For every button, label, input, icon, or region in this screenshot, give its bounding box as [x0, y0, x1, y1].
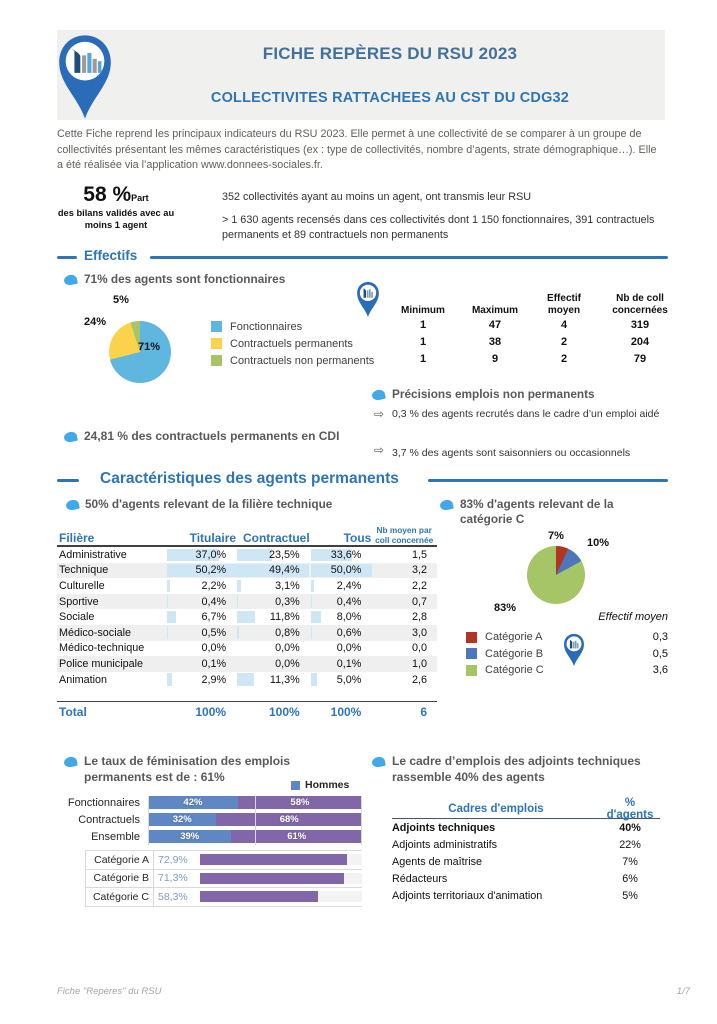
databar — [237, 673, 254, 686]
filiere-label: Technique — [59, 564, 109, 577]
filiere-label: Sportive — [59, 595, 99, 608]
bullet-icon — [63, 274, 78, 286]
legend-square-categorie-c-icon — [466, 665, 477, 676]
legend-square-hommes-icon — [291, 781, 300, 790]
total-value: 100% — [330, 704, 362, 719]
stats-table — [388, 284, 684, 368]
filiere-label: Administrative — [59, 548, 127, 561]
pin-logo-icon — [355, 281, 381, 318]
legend-square-categorie-a-icon — [466, 632, 477, 643]
feminisation-stacked-bars — [148, 796, 362, 845]
table-row — [392, 870, 660, 887]
gridline — [148, 796, 149, 845]
section-line-right — [150, 256, 668, 259]
category-label: Catégorie C — [85, 888, 154, 906]
category-row — [85, 888, 362, 907]
cadre-value: 6% — [622, 872, 638, 885]
bar-value: 32% — [172, 814, 192, 825]
effectif-moyen-label: Effectif moyen — [598, 611, 668, 623]
effectif-moyen-value: 3,6 — [652, 664, 668, 676]
section-line-left — [57, 256, 77, 259]
cell-value: 0,0 — [411, 642, 427, 655]
categorie-chart-title: 83% d'agents relevant de la catégorie C — [460, 497, 614, 526]
precision-item: 0,3 % des agents recrutés dans le cadre d’un emploi aidé — [392, 408, 660, 420]
cell-value: 8,0% — [336, 611, 362, 624]
stats-cell: 47 — [488, 319, 502, 331]
section-title-effectifs: Effectifs — [84, 248, 138, 263]
stats-header: Effectif moyen — [547, 293, 581, 316]
precisions-title: Précisions emplois non permanents — [392, 387, 595, 401]
feminisation-category-labels — [40, 797, 140, 848]
table-row — [57, 578, 437, 594]
total-label: Total — [59, 704, 87, 719]
pie-categorie-label-a: 7% — [548, 530, 564, 542]
table-row — [57, 656, 437, 672]
legend-item — [211, 352, 374, 369]
bullet-icon — [371, 756, 386, 768]
kpi-caption: des bilans validés avec au moins 1 agent — [57, 208, 175, 230]
stats-cell: 79 — [633, 353, 647, 365]
legend-label: Fonctionnaires — [230, 320, 303, 333]
stats-cell: 2 — [560, 353, 568, 365]
cell-value: 0,4% — [201, 595, 227, 608]
cell-value: 0,1% — [336, 657, 362, 670]
bullet-icon — [371, 389, 386, 401]
legend-label: Catégorie B — [485, 647, 544, 660]
pie-statut-label-noncontractuels: 5% — [113, 294, 129, 306]
cadre-label: Adjoints territoriaux d'animation — [392, 889, 543, 902]
bullet-icon — [65, 499, 80, 511]
effectif-moyen-value: 0,5 — [652, 647, 668, 660]
stats-cell: 9 — [491, 353, 499, 365]
pie-statut-label-contractuels: 24% — [83, 316, 106, 328]
filiere-header-row — [57, 515, 437, 547]
filiere-header-nb-moyen: Nb moyen par coll concernée — [375, 525, 434, 545]
category-bar — [200, 873, 344, 884]
cell-value: 0,7 — [411, 595, 427, 608]
databar — [311, 626, 312, 639]
legend-item — [211, 335, 374, 352]
databar — [311, 580, 314, 593]
effectif-moyen-values — [600, 629, 668, 679]
cell-value: 2,2% — [201, 579, 227, 592]
stats-cell: 204 — [630, 336, 650, 348]
bar-segment-femmes — [238, 796, 362, 809]
page-title: FICHE REPÈRES DU RSU 2023 — [262, 44, 518, 63]
cell-value: 1,0 — [411, 657, 427, 670]
cell-value: 0,3% — [275, 595, 300, 608]
cell-value: 2,8 — [411, 611, 427, 624]
table-row — [392, 853, 660, 870]
category-value: 72,9% — [158, 853, 188, 866]
databar — [311, 673, 317, 686]
category-bar — [200, 891, 318, 902]
bar-track — [200, 854, 362, 865]
cell-value: 0,6% — [336, 626, 362, 639]
kpi-value-line — [57, 183, 175, 207]
cell-value: 0,1% — [201, 657, 227, 670]
cell-value: 3,2 — [411, 564, 427, 577]
bar-segment-hommes — [148, 830, 231, 843]
legend-square-categorie-b-icon — [466, 648, 477, 659]
fact-agents-recenses: > 1 630 agents recensés dans ces collectivités dont 1 150 fonctionnaires, 391 contractuels permanents et 89 contractuels non permanents — [222, 214, 655, 241]
footer-page-number: 1/7 — [676, 986, 690, 997]
feminisation-category-detail — [85, 850, 362, 907]
section-line-right — [428, 479, 668, 482]
total-value: 6 — [420, 704, 427, 719]
bar-value: 58% — [290, 797, 310, 808]
cell-value: 3,0 — [411, 626, 427, 639]
databar — [237, 549, 272, 562]
legend-item — [466, 629, 544, 646]
cadre-label: Adjoints administratifs — [392, 838, 498, 851]
table-row — [57, 672, 437, 688]
databar — [237, 580, 241, 593]
table-row — [57, 609, 437, 625]
cadre-value: 5% — [622, 889, 638, 902]
section-title-caracteristiques: Caractéristiques des agents permanents — [100, 470, 399, 487]
cell-value: 0,8% — [275, 626, 300, 639]
stats-cell: 1 — [419, 353, 427, 365]
legend-statut — [211, 318, 374, 369]
bar-value: 61% — [287, 831, 307, 842]
cadre-value: 22% — [619, 838, 641, 851]
total-value: 100% — [195, 704, 227, 719]
stats-header: Maximum — [471, 305, 519, 316]
legend-square-fonctionnaires-icon — [211, 321, 222, 332]
effectif-moyen-value: 0,3 — [652, 631, 668, 643]
filiere-label: Sociale — [59, 611, 95, 624]
cadre-label: Adjoints techniques — [392, 821, 496, 834]
table-row — [57, 547, 437, 563]
bullet-icon — [63, 431, 78, 443]
kpi-unit: Part — [131, 193, 149, 203]
filiere-label: Animation — [59, 673, 108, 686]
cadres-header: Cadres d'emplois — [448, 803, 544, 815]
legend-item — [466, 646, 544, 663]
legend-item — [466, 662, 544, 679]
bar-track — [200, 873, 362, 884]
cell-value: 0,0% — [275, 642, 300, 655]
cell-value: 2,6 — [411, 673, 427, 686]
category-row — [85, 870, 362, 889]
pie-statut-label-fonctionnaires: 71% — [138, 341, 161, 353]
table-row — [392, 819, 660, 836]
bar-segment-hommes — [148, 796, 238, 809]
cell-value: 33,6% — [330, 548, 362, 561]
intro-paragraph: Cette Fiche reprend les principaux indicateurs du RSU 2023. Elle permet à une collectivité de se comparer à un groupe de collectivités présentant les mêmes caractéristiques (ex : type de collectivités, nombre d’agents, strate démographique…). Elle a été réalisée via l’application www.donnees-sociales.fr. — [57, 128, 657, 171]
databar — [167, 580, 170, 593]
fact-rsu-transmis: 352 collectivités ayant au moins un agent, ont transmis leur RSU — [222, 191, 532, 203]
total-value: 100% — [268, 704, 300, 719]
filiere-label: Médico-sociale — [59, 626, 132, 639]
feminisation-title: Le taux de féminisation des emplois permanents est de : 61% — [84, 754, 291, 784]
cell-value: 0,4% — [336, 595, 362, 608]
bar-value: 42% — [183, 797, 203, 808]
cell-value: 23,5% — [269, 548, 300, 561]
cell-value: 0,0% — [275, 657, 300, 670]
table-row — [57, 594, 437, 610]
databar — [167, 611, 176, 624]
filiere-label: Culturelle — [59, 579, 105, 592]
gridline — [361, 796, 362, 845]
bar-label: Contractuels — [78, 814, 140, 826]
legend-label: Contractuels non permanents — [230, 354, 375, 367]
filiere-label: Police municipale — [59, 657, 144, 670]
pie-categorie-label-b: 10% — [587, 537, 610, 549]
category-bar — [200, 854, 347, 865]
filiere-chart-title: 50% d'agents relevant de la filière technique — [85, 497, 333, 511]
filiere-header: Tous — [343, 531, 372, 545]
bar-track — [200, 891, 362, 902]
table-row — [57, 563, 437, 579]
table-row — [57, 641, 437, 657]
cadre-label: Agents de maîtrise — [392, 855, 483, 868]
legend-square-contractuels-icon — [211, 338, 222, 349]
precision-item: 3,7 % des agents sont saisonniers ou occasionnels — [392, 447, 631, 459]
cell-value: 3,1% — [275, 579, 300, 592]
legend-label: Hommes — [305, 779, 350, 791]
filiere-total-row — [57, 701, 437, 721]
donnees-sociales-logo-icon — [54, 33, 116, 121]
cell-value: 2,9% — [201, 673, 227, 686]
gridline — [255, 796, 256, 845]
stats-cell: 1 — [419, 319, 427, 331]
legend-label: Catégorie A — [485, 631, 543, 644]
cadres-header-row — [392, 797, 660, 821]
bullet-icon — [63, 756, 78, 768]
databar — [167, 626, 168, 639]
databar — [311, 595, 312, 608]
bullet-icon — [439, 499, 454, 511]
legend-label: Catégorie C — [485, 664, 544, 677]
cell-value: 50,0% — [330, 564, 362, 577]
cell-value: 1,5 — [411, 548, 427, 561]
category-label: Catégorie A — [85, 851, 154, 869]
cell-value: 0,0% — [336, 642, 362, 655]
cadres-title: Le cadre d’emplois des adjoints techniques rassemble 40% des agents — [392, 754, 641, 784]
bar-value: 39% — [180, 831, 200, 842]
cell-value: 50,2% — [195, 564, 227, 577]
databar — [167, 673, 171, 686]
category-value: 71,3% — [158, 872, 188, 885]
pie-categorie-label-c: 83% — [494, 602, 517, 614]
section-line-left — [57, 479, 79, 482]
pie-chart-categorie — [527, 546, 585, 604]
databar — [311, 611, 321, 624]
stats-cell: 38 — [488, 336, 502, 348]
cell-value: 11,8% — [269, 611, 300, 624]
cadres-header: % d'agents — [606, 797, 654, 821]
stats-cell: 1 — [419, 336, 427, 348]
cell-value: 2,2 — [411, 579, 427, 592]
legend-label: Contractuels permanents — [230, 337, 353, 350]
filiere-header: Titulaire — [189, 531, 237, 545]
table-row — [392, 887, 660, 904]
legend-square-noncontractuels-icon — [211, 355, 222, 366]
bar-segment-hommes — [148, 813, 216, 826]
databar — [237, 595, 238, 608]
stats-cell: 2 — [560, 336, 568, 348]
cadres-table — [392, 797, 660, 904]
cadre-label: Rédacteurs — [392, 872, 448, 885]
table-row — [392, 836, 660, 853]
stats-cell: 319 — [630, 319, 650, 331]
cell-value: 2,4% — [336, 579, 362, 592]
kpi-block — [57, 183, 175, 231]
filiere-label: Médico-technique — [59, 642, 145, 655]
cell-value: 6,7% — [201, 611, 227, 624]
databar — [237, 611, 255, 624]
bar-value: 68% — [279, 814, 299, 825]
arrow-right-icon — [374, 441, 384, 459]
cell-value: 49,4% — [269, 564, 300, 577]
bar-segment-femmes — [216, 813, 362, 826]
page-subtitle: COLLECTIVITES RATTACHEES AU CST DU CDG32 — [210, 90, 570, 106]
footer-document-title: Fiche "Repères" du RSU — [57, 986, 162, 997]
category-label: Catégorie B — [85, 870, 154, 888]
bar-label: Ensemble — [91, 831, 140, 843]
filiere-table — [57, 515, 437, 721]
kpi-value: 58 % — [83, 183, 132, 206]
cell-value: 0,5% — [201, 626, 227, 639]
legend-hommes — [291, 779, 349, 791]
cell-value: 0,0% — [201, 642, 227, 655]
arrow-right-icon — [374, 405, 384, 423]
bar-label: Fonctionnaires — [67, 797, 140, 809]
filiere-header: Contractuel — [242, 531, 310, 545]
legend-categorie — [466, 629, 544, 679]
cell-value: 5,0% — [336, 673, 362, 686]
stats-header: Minimum — [401, 305, 445, 316]
stats-cell: 4 — [560, 319, 568, 331]
cdi-heading: 24,81 % des contractuels permanents en CDI — [84, 429, 340, 443]
cell-value: 37,0% — [195, 548, 227, 561]
category-value: 58,3% — [158, 890, 188, 903]
chart-title-statut: 71% des agents sont fonctionnaires — [84, 272, 286, 286]
cadre-value: 7% — [622, 855, 638, 868]
pin-logo-icon — [562, 633, 586, 667]
cell-value: 11,3% — [269, 673, 300, 686]
stats-header: Nb de coll concernées — [612, 293, 668, 316]
databar — [167, 595, 168, 608]
cadre-value: 40% — [619, 821, 641, 834]
table-row — [57, 625, 437, 641]
databar — [237, 626, 238, 639]
legend-item — [211, 318, 374, 335]
bar-segment-femmes — [231, 830, 362, 843]
category-row — [85, 850, 362, 870]
filiere-header: Filière — [59, 531, 95, 545]
